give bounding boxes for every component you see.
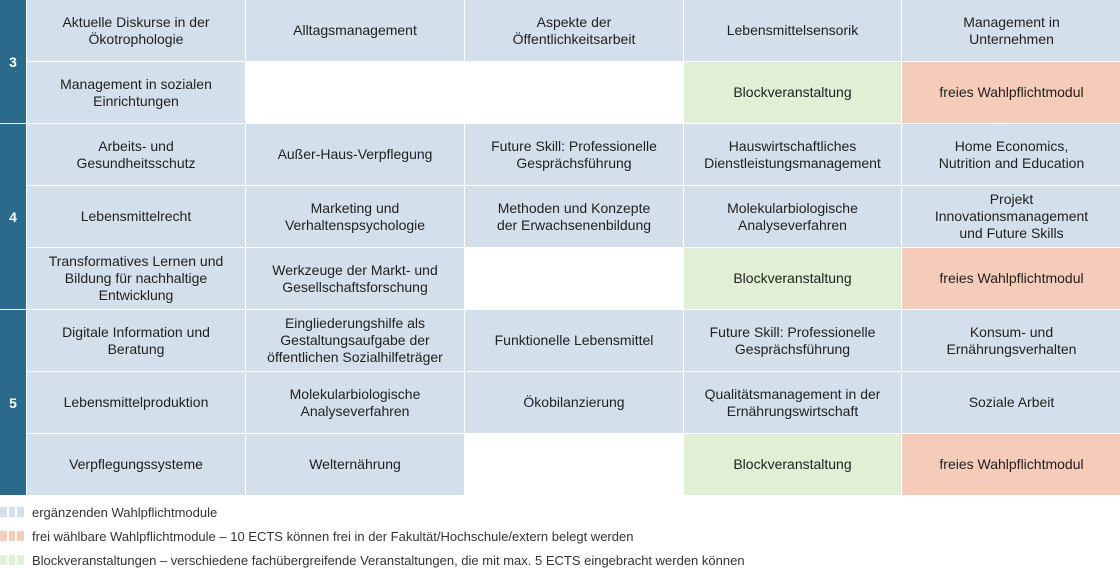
empty-cell [246, 62, 464, 123]
module-cell: Konsum- und Ernährungsverhalten [902, 310, 1120, 371]
semester-label: 4 [0, 124, 26, 309]
module-cell: Welternährung [246, 434, 464, 495]
empty-cell [465, 434, 683, 495]
module-cell: Molekularbiologische Analyseverfahren [246, 372, 464, 433]
legend-item [0, 524, 1120, 548]
module-cell: Aspekte der Öffentlichkeitsarbeit [465, 0, 683, 61]
module-cell: Aktuelle Diskurse in der Ökotrophologie [27, 0, 245, 61]
module-cell: Soziale Arbeit [902, 372, 1120, 433]
legend-swatch [0, 507, 24, 517]
module-cell: Home Economics, Nutrition and Education [902, 124, 1120, 185]
module-cell: Ökobilanzierung [465, 372, 683, 433]
module-cell: Werkzeuge der Markt- und Gesellschaftsforschung [246, 248, 464, 309]
module-cell: Lebensmittelsensorik [684, 0, 901, 61]
module-cell: Marketing und Verhaltenspsychologie [246, 186, 464, 247]
free-module-cell: freies Wahlpflichtmodul [902, 248, 1120, 309]
legend-swatch [0, 555, 24, 565]
empty-cell [465, 62, 683, 123]
semester-label: 5 [0, 310, 26, 495]
module-cell: Methoden und Konzepte der Erwachsenenbildung [465, 186, 683, 247]
block-module-cell: Blockveranstaltung [684, 248, 901, 309]
module-cell: Management in sozialen Einrichtungen [27, 62, 245, 123]
legend-swatch [0, 531, 24, 541]
block-module-cell: Blockveranstaltung [684, 62, 901, 123]
module-cell: Außer-Haus-Verpflegung [246, 124, 464, 185]
module-cell: Lebensmittelrecht [27, 186, 245, 247]
module-cell: Eingliederungshilfe als Gestaltungsaufgabe der öffentlichen Sozialhilfeträger [246, 310, 464, 371]
module-cell: Funktionelle Lebensmittel [465, 310, 683, 371]
free-module-cell: freies Wahlpflichtmodul [902, 434, 1120, 495]
module-cell: Digitale Information und Beratung [27, 310, 245, 371]
free-module-cell: freies Wahlpflichtmodul [902, 62, 1120, 123]
module-cell: Lebensmittelproduktion [27, 372, 245, 433]
module-cell: Future Skill: Professionelle Gesprächsführung [465, 124, 683, 185]
legend-item [0, 500, 1120, 524]
semester-label: 3 [0, 0, 26, 123]
block-module-cell: Blockveranstaltung [684, 434, 901, 495]
module-cell: Hauswirtschaftliches Dienstleistungsmanagement [684, 124, 901, 185]
module-cell: Transformatives Lernen und Bildung für nachhaltige Entwicklung [27, 248, 245, 309]
legend-label: frei wählbare Wahlpflichtmodule – 10 ECTS können frei in der Fakultät/Hochschule/extern belegt werden [32, 528, 634, 544]
module-cell: Future Skill: Professionelle Gesprächsführung [684, 310, 901, 371]
module-cell: Management in Unternehmen [902, 0, 1120, 61]
module-cell: Qualitätsmanagement in der Ernährungswirtschaft [684, 372, 901, 433]
legend-label: Blockveranstaltungen – verschiedene fachübergreifende Veranstaltungen, die mit max. 5 ECTS eingebracht werden können [32, 552, 745, 568]
module-cell: Molekularbiologische Analyseverfahren [684, 186, 901, 247]
module-cell: Alltagsmanagement [246, 0, 464, 61]
legend-item [0, 548, 1120, 572]
module-cell: Verpflegungssysteme [27, 434, 245, 495]
module-cell: Projekt Innovationsmanagement und Future Skills [902, 186, 1120, 247]
legend [0, 500, 1120, 572]
empty-cell [465, 248, 683, 309]
legend-label: ergänzenden Wahlpflichtmodule [32, 504, 218, 520]
module-cell: Arbeits- und Gesundheitsschutz [27, 124, 245, 185]
